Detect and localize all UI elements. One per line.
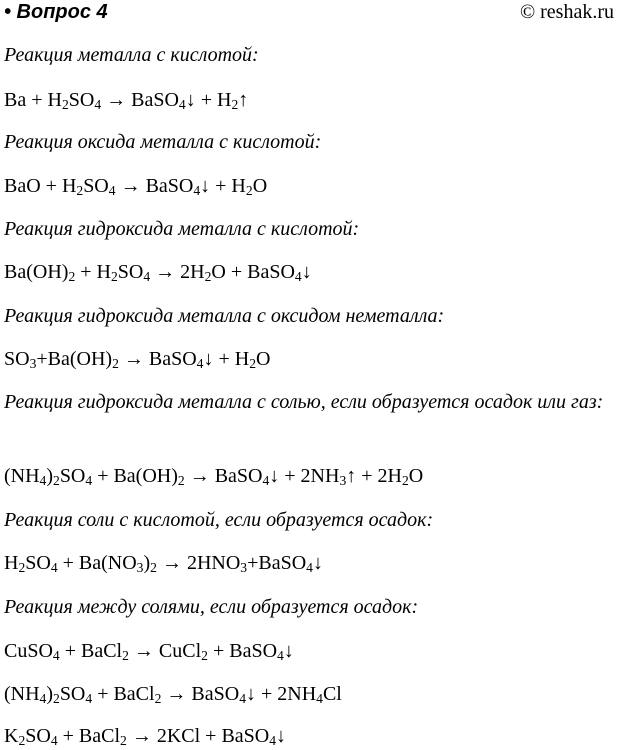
formula-text: ) [46, 465, 54, 487]
formula-text: BaO + H [4, 175, 77, 197]
formula-text: ↑ [238, 89, 249, 111]
subscript: 2 [76, 182, 84, 198]
subscript: 2 [53, 690, 60, 706]
formula-text: ↓ + 2NH [269, 465, 340, 487]
formula-text: ↓ + H [203, 348, 250, 370]
formula-text: + BaSO [207, 640, 278, 662]
formula-text: H [4, 552, 19, 574]
subscript: 2 [204, 268, 212, 284]
formula-text: SO [25, 552, 51, 574]
subscript: 4 [269, 732, 277, 748]
heading-metal-acid: Реакция металла с кислотой: [4, 44, 259, 66]
subscript: 3 [29, 355, 37, 371]
formula-text: O [252, 175, 268, 197]
formula-text: + BaCl [59, 640, 123, 662]
formula-text: → 2HNO [156, 552, 241, 574]
subscript: 2 [53, 472, 60, 488]
formula-text: + Ba(OH) [92, 465, 178, 487]
subscript: 2 [154, 690, 162, 706]
formula-text: +BaSO [247, 552, 307, 574]
formula-text: O [408, 465, 424, 487]
subscript: 2 [122, 647, 129, 663]
subscript: 4 [316, 690, 323, 706]
formula-text: SO [59, 683, 86, 705]
equation [4, 637, 612, 665]
copyright-credit: © reshak.ru [519, 1, 614, 23]
subscript: 2 [120, 732, 127, 748]
subscript: 2 [245, 182, 253, 198]
subscript: 3 [240, 559, 248, 575]
subscript: 4 [52, 647, 60, 663]
subscript: 4 [306, 559, 313, 575]
formula-text: CuSO [4, 640, 53, 662]
heading-salt-acid: Реакция соли с кислотой, если образуется осадок: [4, 509, 434, 531]
equation [4, 258, 612, 286]
formula-text: ↓ [283, 640, 294, 662]
formula-text: → BaSO [118, 348, 197, 370]
formula-text: O + BaSO [211, 261, 295, 283]
formula-text: +Ba(OH) [36, 348, 113, 370]
equation [4, 462, 612, 490]
equation [4, 722, 612, 750]
subscript: 4 [94, 96, 102, 112]
subscript: 2 [112, 355, 119, 371]
subscript: 2 [231, 96, 239, 112]
equation [4, 680, 612, 708]
subscript: 4 [277, 647, 284, 663]
equation [4, 549, 612, 577]
heading-oxide-acid: Реакция оксида металла с кислотой: [4, 131, 322, 153]
equation [4, 86, 612, 114]
formula-text: ↓ [276, 725, 287, 747]
subscript: 2 [401, 472, 409, 488]
formula-text: Cl [322, 683, 342, 705]
subscript: 4 [50, 732, 58, 748]
subscript: 3 [136, 559, 144, 575]
subscript: 4 [262, 472, 270, 488]
equation [4, 345, 612, 373]
formula-text: SO [59, 465, 86, 487]
formula-text: + BaCl [57, 725, 121, 747]
subscript: 4 [178, 96, 186, 112]
formula-text: Ba + H [4, 89, 62, 111]
subscript: 4 [143, 268, 151, 284]
formula-text: ↑ + 2H [346, 465, 402, 487]
formula-text: + Ba(NO [57, 552, 137, 574]
formula-text: → BaSO [101, 89, 179, 111]
formula-text: ↓ + H [185, 89, 232, 111]
subscript: 2 [201, 647, 208, 663]
formula-text: SO [117, 261, 144, 283]
subscript: 2 [249, 355, 256, 371]
formula-text: → 2H [150, 261, 205, 283]
subscript: 2 [177, 472, 185, 488]
formula-text: SO [25, 725, 51, 747]
formula-text: → BaSO [184, 465, 263, 487]
subscript: 2 [18, 559, 26, 575]
equation [4, 172, 612, 200]
subscript: 2 [61, 96, 69, 112]
formula-text: → CuCl [128, 640, 202, 662]
formula-text: K [4, 725, 19, 747]
formula-text: ↓ [301, 261, 312, 283]
formula-text: → BaSO [115, 175, 194, 197]
subscript: 2 [110, 268, 118, 284]
formula-text: ↓ + H [200, 175, 246, 197]
formula-text: SO [4, 348, 30, 370]
subscript: 2 [18, 732, 26, 748]
subscript: 3 [339, 472, 347, 488]
formula-text: → BaSO [161, 683, 240, 705]
subscript: 2 [68, 268, 76, 284]
heading-hydroxide-nonmetal-oxide: Реакция гидроксида металла с оксидом неметалла: [4, 305, 445, 327]
subscript: 4 [193, 182, 201, 198]
header [4, 0, 614, 28]
heading-salt-salt: Реакция между солями, если образуется осадок: [4, 596, 419, 618]
formula-text: (NH [4, 683, 40, 705]
subscript: 4 [239, 690, 246, 706]
formula-text: SO [68, 89, 95, 111]
heading-hydroxide-acid: Реакция гидроксида металла с кислотой: [4, 218, 360, 240]
subscript: 2 [150, 559, 157, 575]
formula-text: + H [75, 261, 111, 283]
question-title: • Вопрос 4 [4, 1, 108, 23]
subscript: 4 [294, 268, 302, 284]
subscript: 4 [85, 690, 93, 706]
subscript: 4 [39, 472, 47, 488]
subscript: 4 [196, 355, 204, 371]
formula-text: ) [46, 683, 54, 705]
formula-text: ↓ [312, 552, 323, 574]
formula-text: SO [83, 175, 109, 197]
subscript: 4 [39, 690, 47, 706]
formula-text: O [256, 348, 271, 370]
formula-text: → 2KCl + BaSO [126, 725, 270, 747]
subscript: 4 [50, 559, 58, 575]
formula-text: ↓ + 2NH [245, 683, 317, 705]
formula-text: Ba(OH) [4, 261, 69, 283]
formula-text: ) [143, 552, 151, 574]
subscript: 4 [108, 182, 116, 198]
heading-hydroxide-salt: Реакция гидроксида металла с солью, если образуется осадок или газ: [4, 391, 604, 413]
subscript: 4 [85, 472, 93, 488]
formula-text: (NH [4, 465, 40, 487]
formula-text: + BaCl [92, 683, 155, 705]
